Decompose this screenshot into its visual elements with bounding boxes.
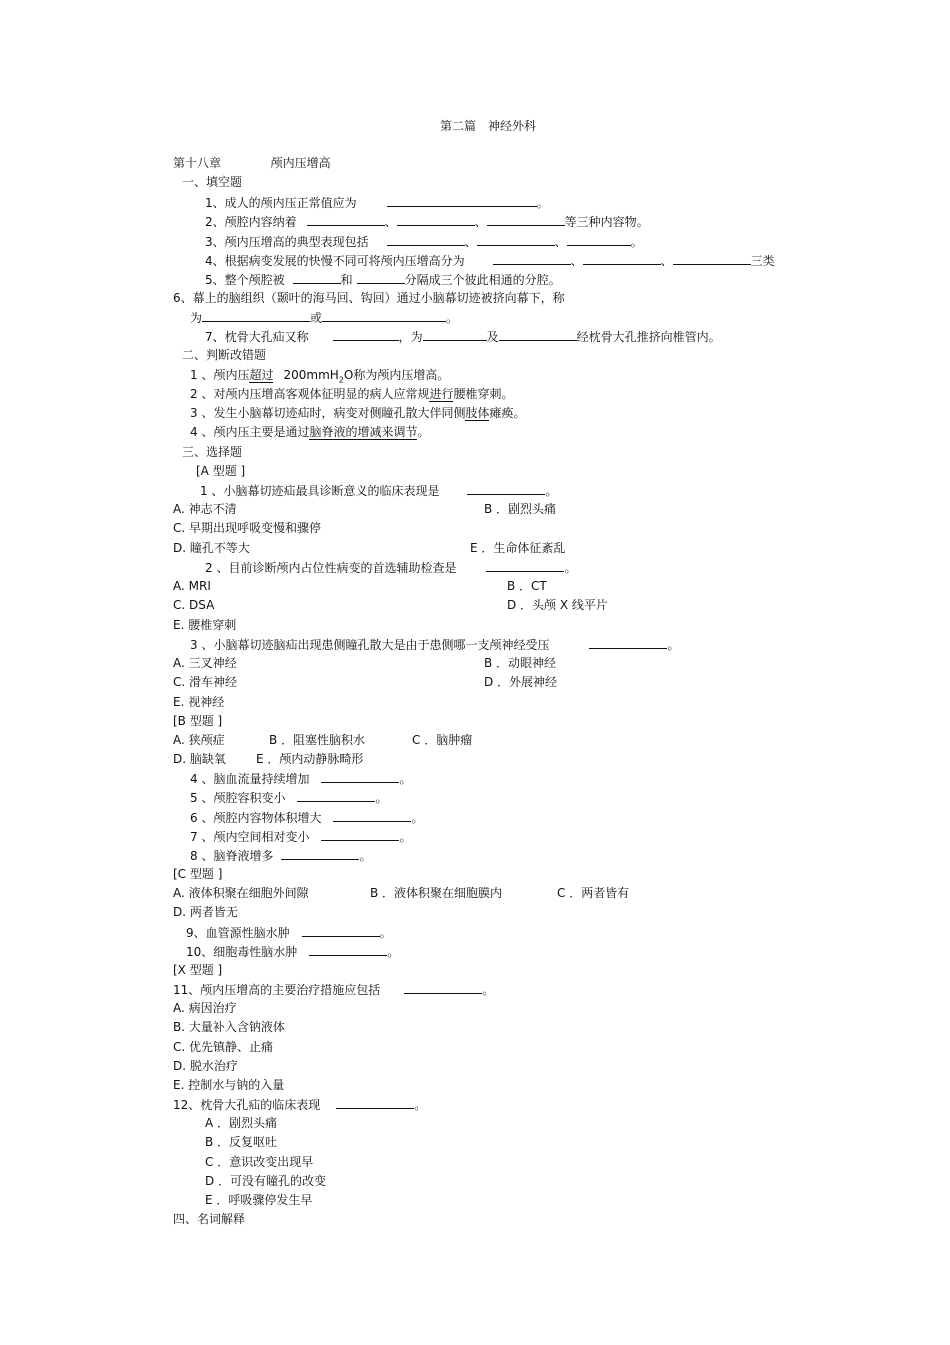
answer-blank <box>309 943 387 956</box>
answer-blank <box>321 828 399 841</box>
type-a-label: [A 型题 ] <box>196 464 246 478</box>
option-item: A. 液体积聚在细胞外间隙 <box>173 886 309 900</box>
section-terms-heading: 四、名词解释 <box>173 1212 246 1226</box>
choice-question-7: 7 、颅内空间相对变小 。 <box>190 830 412 844</box>
answer-blank <box>673 252 751 265</box>
fill-question-3: 3、颅内压增高的典型表现包括 、 、 。 <box>205 235 643 249</box>
answer-blank <box>387 233 465 246</box>
option-item: D ．可没有瞳孔的改变 <box>205 1174 327 1188</box>
section-choice-heading: 三、选择题 <box>182 445 243 459</box>
answer-blank <box>486 559 564 572</box>
choice-question-5: 5 、颅腔容积变小 。 <box>190 791 388 805</box>
choice-question-4: 4 、脑血流量持续增加 。 <box>190 772 412 786</box>
option-item: B ．阻塞性脑积水 <box>269 733 366 747</box>
answer-blank <box>404 981 482 994</box>
choice-question-3: 3 、小脑幕切迹脑疝出现患侧瞳孔散大是由于患侧哪一支颅神经受压 。 <box>190 638 680 652</box>
fill-question-1: 1、成人的颅内压正常值应为 。 <box>205 196 549 210</box>
answer-blank <box>589 636 667 649</box>
option-item: D. 脑缺氧 <box>173 752 226 766</box>
fill-question-2: 2、颅腔内容纳着 、 、 等三种内容物。 <box>205 215 649 229</box>
answer-blank <box>293 271 341 284</box>
option-item: E ．颅内动静脉畸形 <box>256 752 364 766</box>
answer-blank <box>202 309 310 322</box>
fill-question-6-cont: 为 或 。 <box>190 311 459 325</box>
answer-blank <box>397 213 475 226</box>
choice-question-1: 1 、小脑幕切迹疝最具诊断意义的临床表现是 。 <box>200 484 558 498</box>
fill-question-7: 7、枕骨大孔疝又称 ，为 及 经枕骨大孔推挤向椎管内。 <box>205 330 721 344</box>
option-item: D ．外展神经 <box>484 675 558 689</box>
option-item: B ．液体积聚在细胞膜内 <box>370 886 503 900</box>
judge-question-2: 2 、对颅内压增高客观体征明显的病人应常规进行腰椎穿刺。 <box>190 387 514 401</box>
answer-blank <box>321 770 399 783</box>
fill-question-6: 6、幕上的脑组织（颞叶的海马回、钩回）通过小脑幕切迹被挤向幕下，称 <box>173 291 565 305</box>
answer-blank <box>487 213 565 226</box>
answer-blank <box>583 252 661 265</box>
choice-question-10: 10、细胞毒性脑水肿 。 <box>186 945 400 959</box>
judge-question-3: 3 、发生小脑幕切迹疝时，病变对侧瞳孔散大伴同侧肢体瘫痪。 <box>190 406 526 420</box>
answer-blank <box>322 309 446 322</box>
choice-question-2: 2 、目前诊断颅内占位性病变的首选辅助检查是 。 <box>205 561 577 575</box>
option-item: B ．反复呕吐 <box>205 1135 278 1149</box>
option-item: C ．两者皆有 <box>557 886 630 900</box>
option-item: E ．呼吸骤停发生早 <box>205 1193 313 1207</box>
option-item: D. 瞳孔不等大 <box>173 541 250 555</box>
option-item: D ．头颅 X 线平片 <box>507 598 608 612</box>
answer-blank <box>493 252 571 265</box>
fill-question-5: 5、整个颅腔被 和 分隔成三个彼此相通的分腔。 <box>205 273 561 287</box>
choice-question-6: 6 、颅腔内容物体积增大 。 <box>190 811 424 825</box>
option-item: B. 大量补入含钠液体 <box>173 1020 285 1034</box>
answer-blank <box>307 213 385 226</box>
option-item: D. 脱水治疗 <box>173 1059 238 1073</box>
answer-blank <box>333 809 411 822</box>
chapter-heading <box>173 155 331 171</box>
choice-question-9: 9、血管源性脑水肿 。 <box>186 926 392 940</box>
option-item: E ．生命体征紊乱 <box>470 541 566 555</box>
answer-blank <box>281 847 359 860</box>
option-item: D. 两者皆无 <box>173 905 238 919</box>
option-item: A. 神志不清 <box>173 502 237 516</box>
choice-question-8: 8 、脑脊液增多 。 <box>190 849 372 863</box>
option-item: C ．意识改变出现早 <box>205 1155 314 1169</box>
option-item: C. 优先镇静、止痛 <box>173 1040 274 1054</box>
answer-blank <box>336 1096 414 1109</box>
option-item: A. 病因治疗 <box>173 1001 237 1015</box>
type-x-label: [X 型题 ] <box>173 963 223 977</box>
answer-blank <box>357 271 405 284</box>
option-item: B ．剧烈头痛 <box>484 502 557 516</box>
answer-blank <box>387 194 537 207</box>
answer-blank <box>567 233 631 246</box>
fill-question-4: 4、根据病变发展的快慢不同可将颅内压增高分为 、 、 三类 <box>205 254 775 268</box>
type-c-label: [C 型题 ] <box>173 867 223 881</box>
judge-question-1: 1 、颅内压超过 200mmH$_2$O称为颅内压增高。 <box>190 368 450 385</box>
choice-question-11: 11、颅内压增高的主要治疗措施应包括 。 <box>173 983 495 997</box>
chapter-number: 第十八章 <box>173 156 222 170</box>
section-fill-heading: 一、填空题 <box>182 175 243 189</box>
answer-blank <box>423 328 487 341</box>
section-judge-heading: 二、判断改错题 <box>182 348 267 362</box>
option-item: B ．CT <box>507 579 547 593</box>
type-b-label: [B 型题 ] <box>173 714 223 728</box>
option-item: A. 三叉神经 <box>173 656 237 670</box>
option-item: A. MRI <box>173 579 211 593</box>
answer-blank <box>499 328 577 341</box>
judge-question-4: 4 、颅内压主要是通过脑脊液的增减来调节。 <box>190 425 430 439</box>
option-item: A ．剧烈头痛 <box>205 1116 278 1130</box>
answer-blank <box>302 924 380 937</box>
option-item: E. 腰椎穿刺 <box>173 618 237 632</box>
page-title: 第二篇 神经外科 <box>440 119 537 133</box>
option-item: A. 狭颅症 <box>173 733 225 747</box>
answer-blank <box>477 233 555 246</box>
option-item: E. 控制水与钠的入量 <box>173 1078 285 1092</box>
answer-blank <box>297 789 375 802</box>
option-item: E. 视神经 <box>173 695 225 709</box>
option-item: C. DSA <box>173 598 215 612</box>
option-item: B ．动眼神经 <box>484 656 557 670</box>
option-item: C ．脑肿瘤 <box>412 733 473 747</box>
option-item: C. 滑车神经 <box>173 675 238 689</box>
answer-blank <box>333 328 399 341</box>
answer-blank <box>467 482 545 495</box>
option-item: C. 早期出现呼吸变慢和骤停 <box>173 521 322 535</box>
chapter-name: 颅内压增高 <box>270 156 331 170</box>
choice-question-12: 12、枕骨大孔疝的临床表现 。 <box>173 1098 427 1112</box>
